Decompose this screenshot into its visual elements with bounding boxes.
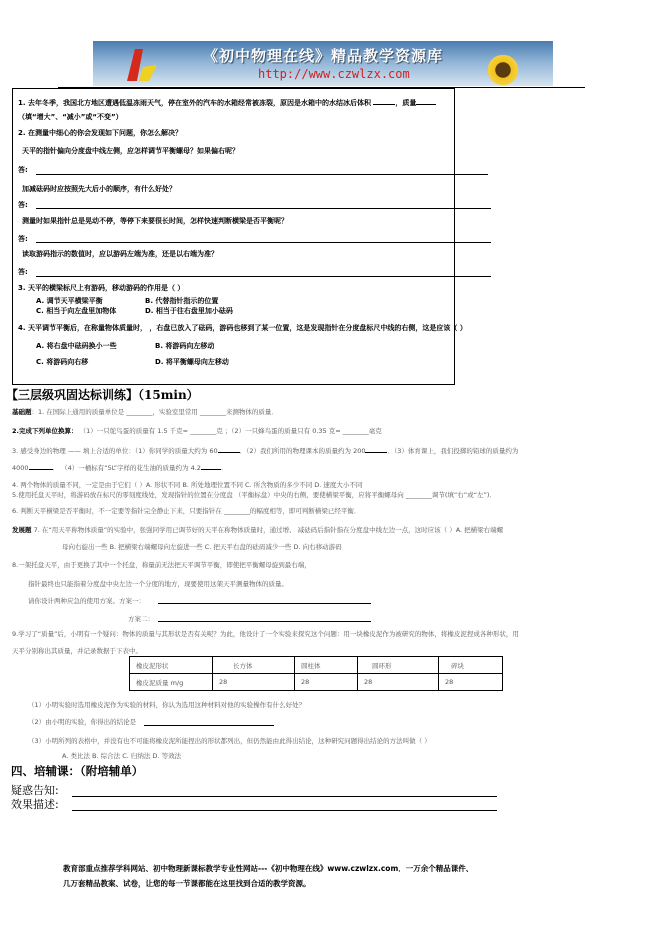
question-s9-2: （2）由小明的实验，你得出的结论是 — [28, 718, 137, 726]
footer-line-1: 教育部重点推荐学科网站、初中物理新课标教学专业性网站---《初中物理在线》www.czwlzx.com．一万余个精品课件、 — [63, 864, 474, 873]
plan-1-label: 请你设计两种应急的使用方案。方案一： — [28, 597, 145, 605]
table-row — [130, 674, 503, 691]
table-header: 橡皮泥形状 — [130, 657, 213, 674]
option-3b: B. 代替指针指示的位置 — [145, 297, 219, 305]
section-3-title: 【三层级巩固达标训练】（15min） — [6, 388, 199, 402]
question-s1: 基础题：1. 在国际上通用的质量单位是 ________，实验室里常用 ________来测物体的质量． — [12, 408, 278, 416]
table-cell: 28 — [439, 674, 503, 691]
plan-1-line[interactable] — [158, 603, 371, 604]
table-cell: 28 — [213, 674, 295, 691]
question-1-hint: （填“增大”、“减小”或“不变”） — [18, 113, 123, 121]
question-s4: 4. 两个物体的质量不同，一定是由于它们（ ）A. 形状不同 B. 所处地理位置不同 C. 所含物质的多少不同 D. 速度大小不同 — [12, 481, 363, 489]
footer-line-2: 几万套精品教案、试卷，让您的每一节课都能在这里找到合适的教学资源。 — [63, 879, 311, 888]
option-4a: A. 将右盘中砝码换小一些 — [36, 342, 117, 350]
question-2: 2. 在测量中细心的你会发现如下问题，你怎么解决？ — [18, 129, 182, 137]
question-s9: 9.学习了“质量”后，小明有一个疑问：物体的质量与其形状是否有关呢？为此，他设计了一个实验来探究这个问题：用一块橡皮泥作为被研究的物体，将橡皮泥捏成各种形状，用 — [12, 630, 519, 638]
plan-2-line[interactable] — [158, 621, 371, 622]
table-header: 圆环形 — [358, 657, 439, 674]
option-4c: C. 将游码向右移 — [36, 358, 89, 366]
question-2c: 测量时如果指针总是晃动不停，等停下来要很长时间，怎样快速判断横梁是否平衡呢？ — [22, 217, 288, 225]
section-4-title: 四、培辅课：（附培辅单） — [11, 764, 144, 778]
question-s7: 发展题 7. 在“用天平称物体质量”的实验中，张强同学用已调节好的天平在称物体质量时，通过增、 减砝码后指针指在分度盘中线左边一点，这时应该（ ）A. 把横梁右端螺 — [12, 526, 504, 534]
table-cell: 28 — [295, 674, 358, 691]
question-3: 3. 天平的横梁标尺上有游码，移动游码的作用是（ ） — [18, 284, 185, 292]
option-4b: B. 将游码向左移动 — [155, 342, 215, 350]
question-2d: 读取游码指示的数值时，应以游码左端为准，还是以右端为准？ — [22, 250, 218, 258]
plan-2-label: 方案二： — [128, 615, 154, 623]
option-4d: D. 将平衡螺母向左移动 — [155, 358, 229, 366]
sunflower-image — [483, 55, 523, 85]
question-s6: 6. 判断天平横梁是否平衡时，不一定要等指针完全静止下来，只要指针在 ________的幅度相等，即可判断横梁已经平衡． — [12, 507, 361, 515]
data-table — [129, 656, 503, 691]
question-4: 4. 天平调节平衡后，在称量物体质量时， ，右盘已放入了砝码，游码也移到了某一位置，这是发现指针在分度盘标尺中线的右侧，这是应该（ ） — [18, 324, 467, 332]
question-s9-cont: 天平分别称出其质量，并记录数据于下表中。 — [12, 647, 142, 655]
table-header: 长方体 — [213, 657, 295, 674]
question-s9-3: （3）小明所列的表格中，并没有也不可能将橡皮泥所能捏出的形状都列出，但仍然能由此得出结论，这种研究问题得出结论的方法叫做（ ） — [28, 737, 431, 745]
answer-label: 答: — [18, 201, 28, 209]
table-cell: 橡皮泥质量 m/g — [130, 674, 213, 691]
table-header: 碎块 — [439, 657, 503, 674]
question-s2: 2.完成下列单位换算： （1）一只鸵鸟蛋的质量有 1.5 千克= ________克 ；（2）一只蜂鸟蛋的质量只有 0.35 克= ________毫克 — [12, 427, 382, 435]
question-s3: 3. 感受身边的物理 —— 填上合适的单位：（1）你同学的质量大约为 60 ．（2）我们所用的物理课本的质量约为 200 ．（3）体育课上，我们投掷的铅球的质量约为 — [12, 447, 519, 455]
option-3d: D. 相当于往右盘里加小砝码 — [145, 307, 233, 315]
question-s9-1: （1）小明实验时选用橡皮泥作为实验的材料，你认为选用这种材料对他的实验操作有什么好处？ — [28, 701, 306, 709]
answer-label: 答: — [18, 166, 28, 174]
option-3c: C. 相当于向左盘里加物体 — [36, 307, 117, 315]
answer-label: 答: — [18, 268, 28, 276]
question-2a: 天平的指针偏向分度盘中线左侧，应怎样调节平衡螺母？如果偏右呢？ — [22, 147, 239, 155]
banner-url[interactable]: http://www.czwlzx.com — [258, 67, 410, 81]
doubts-label: 疑惑告知: — [11, 784, 59, 797]
answer-line[interactable] — [36, 174, 488, 175]
answer-label: 答: — [18, 235, 28, 243]
effect-line[interactable] — [72, 810, 497, 811]
conclusion-line[interactable] — [144, 725, 274, 726]
banner-title: 《初中物理在线》精品教学资源库 — [203, 47, 444, 65]
question-1: 1. 去年冬季，我国北方地区遭遇低温冻雨天气，停在室外的汽车的水箱经常被冻裂，原因是水箱中的水结冰后体积 ，质量 — [18, 97, 436, 108]
doubts-line[interactable] — [72, 796, 497, 797]
answer-line[interactable] — [36, 208, 491, 209]
answer-line[interactable] — [36, 242, 491, 243]
question-s5: 5.使用托盘天平时，将游码放在标尺的零刻度线处，发现指针的位置在分度盘 （平衡标盘）中央的右侧，要使横梁平衡，应将平衡螺母向 ________调节(填“右”或“左”)． — [12, 491, 496, 499]
header-banner — [93, 41, 553, 86]
question-s3-cont: 4000 ． （4）一桶标有“5L”字样的花生油的质量约为 4.2 . — [12, 464, 224, 472]
question-2b: 加减砝码时应按照先大后小的顺序，有什么好处？ — [22, 185, 176, 193]
question-s9-options: A. 类比法 B. 综合法 C. 归纳法 D. 等效法 — [62, 752, 182, 760]
table-cell: 28 — [358, 674, 439, 691]
answer-line[interactable] — [36, 276, 491, 277]
table-header-row — [130, 657, 503, 674]
question-s8: 8.一架托盘天平，由于更换了其中一个托盘，称量前无法把天平调节平衡，即使把平衡螺母旋到最右端， — [12, 561, 311, 569]
logo-icon — [123, 47, 163, 83]
question-s7-options: 母向右旋出一些 B. 把横梁右端螺母向左旋进一些 C. 把天平右盘的砝码减少一些 D. 向右移动游码 — [62, 543, 342, 551]
option-3a: A. 调节天平横梁平衡 — [36, 297, 103, 305]
effect-label: 效果描述: — [11, 798, 59, 811]
table-header: 圆柱体 — [295, 657, 358, 674]
question-s8-cont: 指针最终也只能指着分度盘中央左边一个分度的地方，现要使用这架天平测量物体的质量。 — [28, 580, 288, 588]
